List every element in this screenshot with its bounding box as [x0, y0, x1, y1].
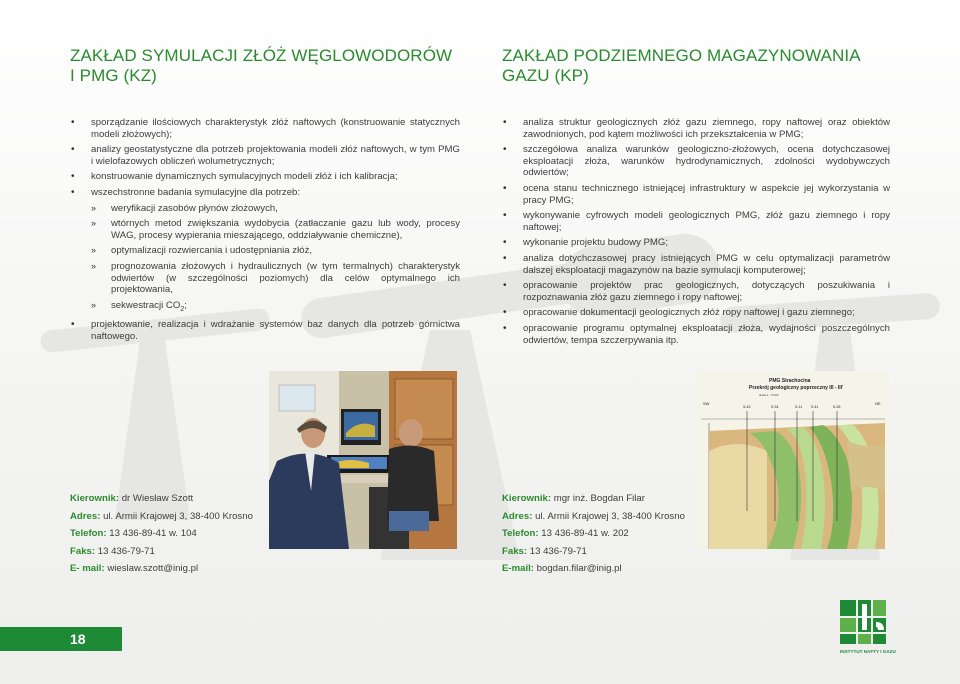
list-item: • analizy geostatystyczne dla potrzeb projektowania modeli złóż naftowych, w tym PMG i wielofazowych obliczeń wolumetrycznych; — [70, 144, 460, 167]
list-item: • szczegółowa analiza warunków geologiczno-złożowych, ocena dotychczasowej eksploatacji złoża, warunków hydrodynamicznych, zdolności wydobywczych odwiertów; — [502, 144, 890, 179]
well-label: S-26 — [833, 405, 841, 409]
contact-fax: Faks: 13 436-79-71 — [70, 545, 155, 557]
list-item: • wszechstronne badania symulacyjne dla potrzeb: — [70, 187, 460, 199]
left-contact-block — [70, 490, 253, 578]
right-task-list — [502, 117, 890, 346]
list-item: • opracowanie dokumentacji geologicznych złóż ropy naftowej i gazu ziemnego; — [502, 307, 890, 319]
figure-title-line1: PMG Strachocina — [769, 378, 811, 384]
logo-text: INSTYTUT NAFTY I GAZU — [840, 649, 896, 654]
contact-fax: Faks: 13 436-79-71 — [502, 545, 587, 557]
contact-address: Adres: ul. Armii Krajowej 3, 38-400 Krosno — [502, 510, 685, 522]
sub-list-item: » prognozowania złożowych i hydraulicznych (w tym termalnych) charakterystyk odwiertów (w szczególności poziomych) dla celów optymalnego ich projektowania, — [70, 261, 460, 296]
left-task-list — [70, 117, 460, 342]
list-item: • konstruowanie dynamicznych symulacyjnych modeli złóż i ich kalibracja; — [70, 171, 460, 183]
well-label: S-34 — [771, 405, 779, 409]
left-title-line2: I PMG (KZ) — [70, 66, 157, 85]
well-label: S-43 — [743, 405, 751, 409]
left-task-list-wrapper — [70, 117, 460, 346]
email-link[interactable]: wieslaw.szott@inig.pl — [107, 563, 199, 574]
sub-list-item: » optymalizacji rozwiercania i udostępniania złóż, — [70, 245, 460, 257]
list-item: • wykonywanie cyfrowych modeli geologicznych PMG, złóż gazu ziemnego i ropy naftowej; — [502, 210, 890, 233]
contact-email: E-mail: bogdan.filar@inig.pl — [502, 563, 622, 574]
list-item: • opracowanie programu optymalnej eksploatacji złoża, wydajności poszczególnych odwiertów, tempa szczerpywania itp. — [502, 323, 890, 346]
well-label: S-41 — [811, 405, 819, 409]
contact-head: Kierownik: dr Wiesław Szott — [70, 493, 194, 504]
cross-section-diagram — [697, 371, 889, 549]
left-department-section — [70, 46, 460, 86]
email-link[interactable]: bogdan.filar@inig.pl — [536, 563, 622, 574]
sub-list-item-co2: » sekwestracji $CO_2$; — [70, 300, 460, 316]
page-number-bar — [0, 627, 122, 651]
right-department-section — [502, 46, 890, 86]
page-number: 18 — [70, 631, 86, 647]
list-item: • analiza dotychczasowej pracy istniejących PMG w celu optymalizacji parametrów dalszej eksploatacji magazynów na bazie symulacji komputerowej; — [502, 253, 890, 276]
geological-cross-section — [697, 371, 889, 549]
list-item: • analiza struktur geologicznych złóż gazu ziemnego, ropy naftowej oraz obiektów zawodnionych, pod kątem możliwości ich przekształcenia w PMG; — [502, 117, 890, 140]
list-item: • ocena stanu technicznego istniejącej infrastruktury w aspekcie jej wykorzystania w pracy PMG; — [502, 183, 890, 206]
figure-title-line2: Przekrój geologiczny poprzeczny III - III' — [749, 385, 844, 391]
list-item: • opracowanie projektów prac geologicznych, dotyczących poszukiwania i rozpoznawania złóż gazu ziemnego i ropy naftowej; — [502, 280, 890, 303]
figure-side-right: NE — [875, 401, 881, 406]
left-department-title — [70, 46, 460, 86]
well-label: S-11 — [795, 405, 803, 409]
list-item: • sporządzanie ilościowych charakterystyk złóż naftowych (konstruowanie statycznych modeli złożowych); — [70, 117, 460, 140]
sub-list-item: » weryfikacji zasobów płynów złożowych, — [70, 203, 460, 215]
right-department-title: ZAKŁAD PODZIEMNEGO MAGAZYNOWANIA GAZU (KP) — [502, 46, 860, 85]
contact-email: E- mail: wieslaw.szott@inig.pl — [70, 563, 199, 574]
contact-phone: Telefon: 13 436-89-41 w. 104 — [70, 528, 197, 539]
team-photo — [269, 371, 457, 549]
right-task-list-wrapper — [502, 117, 890, 350]
sub-list-item: » wtórnych metod zwiększania wydobycia (zatłaczanie gazu lub wody, procesy WAG, procesy wypierania mieszającego, oddziaływanie chemiczne), — [70, 218, 460, 241]
figure-scale: skala 1 : 5 000 — [759, 393, 779, 397]
contact-head: Kierownik: mgr inż. Bogdan Filar — [502, 493, 645, 504]
contact-phone: Telefon: 13 436-89-41 w. 202 — [502, 528, 629, 539]
right-contact-block — [502, 490, 685, 578]
left-title-line1: ZAKŁAD SYMULACJI ZŁÓŻ WĘGLOWODORÓW — [70, 46, 453, 65]
team-photo-illustration — [269, 371, 457, 549]
list-item: • projektowanie, realizacja i wdrażanie systemów baz danych dla potrzeb górnictwa naftowego. — [70, 319, 460, 342]
inig-logo-icon — [840, 600, 896, 656]
contact-address: Adres: ul. Armii Krajowej 3, 38-400 Krosno — [70, 510, 253, 522]
inig-logo — [840, 600, 896, 656]
list-item: • wykonanie projektu budowy PMG; — [502, 237, 890, 249]
figure-side-left: SW — [703, 401, 710, 406]
